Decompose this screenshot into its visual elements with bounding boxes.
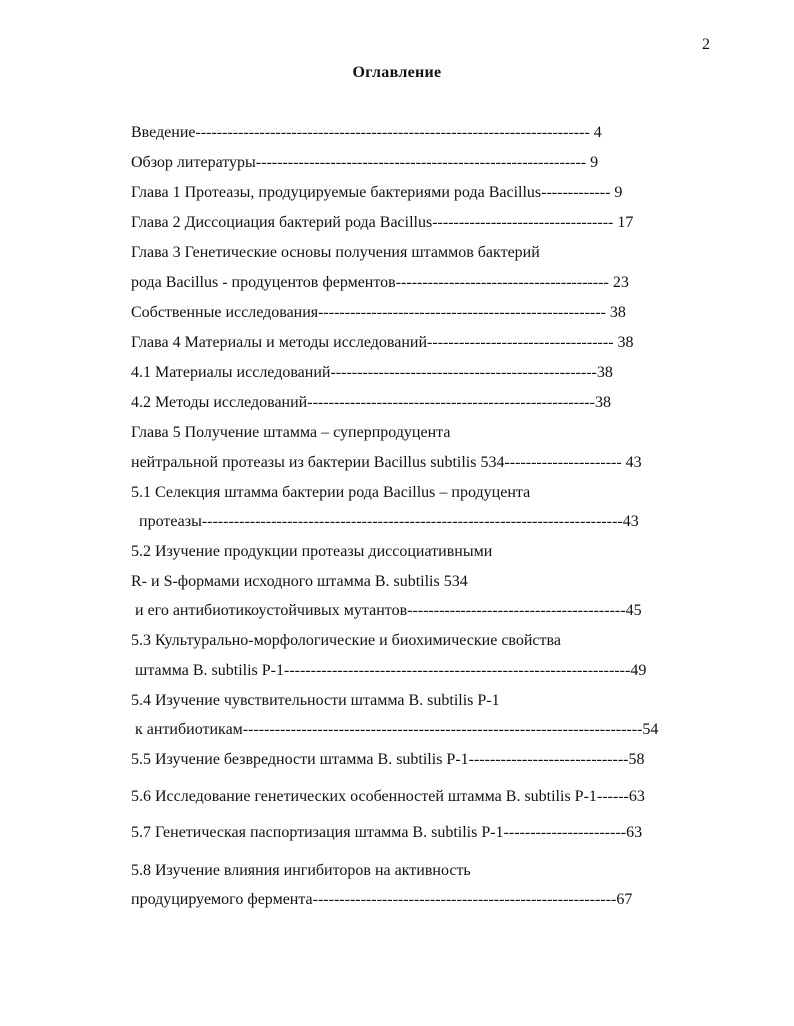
toc-entry: Собственные исследования------------------------------------------------------ 38 bbox=[131, 304, 626, 321]
toc-entry: протеазы-------------------------------------------------------------------------------43 bbox=[139, 513, 639, 530]
toc-entry: 5.1 Селекция штамма бактерии рода Bacillus – продуцента bbox=[131, 484, 531, 501]
toc-entry: Глава 2 Диссоциация бактерий рода Bacillus---------------------------------- 17 bbox=[131, 214, 634, 231]
toc-entry: 5.6 Исследование генетических особенностей штамма B. subtilis P-1------63 bbox=[131, 788, 645, 805]
toc-entry: Глава 5 Получение штамма – суперпродуцента bbox=[131, 424, 451, 441]
toc-entry: 5.4 Изучение чувствительности штамма B. subtilis P-1 bbox=[131, 692, 500, 709]
toc-entry: R- и S-формами исходного штамма B. subtilis 534 bbox=[131, 573, 468, 590]
toc-entry: Введение-------------------------------------------------------------------------- 4 bbox=[131, 124, 602, 141]
toc-entry: продуцируемого фермента---------------------------------------------------------67 bbox=[131, 891, 633, 908]
toc-entry: штамма B. subtilis P-1-----------------------------------------------------------------49 bbox=[135, 662, 647, 679]
toc-entry: 4.1 Материалы исследований--------------------------------------------------38 bbox=[131, 364, 613, 381]
toc-entry: Глава 3 Генетические основы получения штаммов бактерий bbox=[131, 244, 540, 261]
page-number: 2 bbox=[702, 36, 710, 53]
page-title: Оглавление bbox=[352, 64, 442, 81]
toc-entry: 4.2 Методы исследований------------------------------------------------------38 bbox=[131, 394, 611, 411]
toc-entry: Глава 1 Протеазы, продуцируемые бактериями рода Bacillus------------- 9 bbox=[131, 184, 623, 201]
toc-entry: к антибиотикам---------------------------------------------------------------------------54 bbox=[135, 721, 659, 738]
toc-entry: нейтральной протеазы из бактерии Bacillus subtilis 534---------------------- 43 bbox=[131, 454, 642, 471]
toc-entry: 5.8 Изучение влияния ингибиторов на активность bbox=[131, 862, 471, 879]
toc-entry: 5.7 Генетическая паспортизация штамма B. subtilis P-1-----------------------63 bbox=[131, 824, 643, 841]
toc-entry: 5.3 Культурально-морфологические и биохимические свойства bbox=[131, 632, 561, 649]
toc-entry: Обзор литературы-------------------------------------------------------------- 9 bbox=[131, 154, 599, 171]
toc-entry: 5.5 Изучение безвредности штамма B. subtilis P-1------------------------------58 bbox=[131, 751, 645, 768]
toc-entry: и его антибиотикоустойчивых мутантов-----------------------------------------45 bbox=[135, 602, 642, 619]
toc-entry: Глава 4 Материалы и методы исследований----------------------------------- 38 bbox=[131, 334, 634, 351]
toc-entry: 5.2 Изучение продукции протеазы диссоциативными bbox=[131, 543, 493, 560]
toc-entry: рода Bacillus - продуцентов ферментов---------------------------------------- 23 bbox=[131, 274, 629, 291]
